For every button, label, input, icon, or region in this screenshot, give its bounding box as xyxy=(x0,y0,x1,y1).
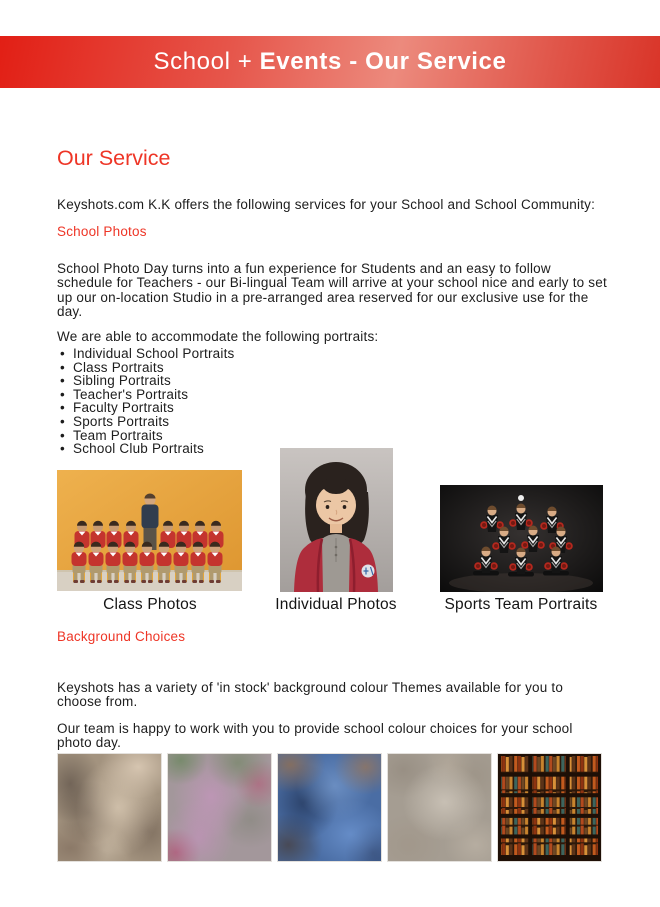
backdrop-swatch-pink-green xyxy=(167,753,272,862)
background-choices-text-1: Keyshots has a variety of 'in stock' background colour Themes available for you to choose from. xyxy=(57,679,564,710)
list-item: • Class Portraits xyxy=(60,361,234,375)
background-choices-text-2: Our team is happy to work with you to provide school colour choices for your school photo day. xyxy=(57,720,573,751)
class-photos-image xyxy=(57,470,242,591)
background-choices-heading: Background Choices xyxy=(57,629,186,644)
banner-title-bold: Events - Our Service xyxy=(259,48,507,75)
backdrop-swatch-bookshelf xyxy=(497,753,602,862)
sports-team-image xyxy=(440,485,603,592)
list-item: • Teacher's Portraits xyxy=(60,388,234,402)
page-banner xyxy=(0,36,660,88)
portraits-lead-in: We are able to accommodate the following portraits: xyxy=(57,328,379,344)
list-item: • School Club Portraits xyxy=(60,442,234,456)
school-photos-heading: School Photos xyxy=(57,224,147,239)
list-item: • Faculty Portraits xyxy=(60,401,234,415)
photo-caption-individual: Individual Photos xyxy=(275,596,397,613)
portrait-types-list xyxy=(60,347,234,456)
photo-caption-sports: Sports Team Portraits xyxy=(444,596,598,613)
list-item: • Sibling Portraits xyxy=(60,374,234,388)
school-photos-description: School Photo Day turns into a fun experience for Students and an easy to follow schedule for Teachers - our Bi-lingual Team will arrive at your school nice and early to set up our on-location Studio in a pre-arranged area reserved for our exclusive use for the day. xyxy=(57,260,607,320)
intro-text: Keyshots.com K.K offers the following services for your School and School Community: xyxy=(57,196,596,212)
list-item: • Sports Portraits xyxy=(60,415,234,429)
our-service-heading: Our Service xyxy=(57,146,171,170)
individual-photos-image xyxy=(280,448,393,592)
list-item: • Individual School Portraits xyxy=(60,347,234,361)
backdrop-swatch-brown xyxy=(57,753,162,862)
banner-title-light: School + xyxy=(153,48,260,75)
backdrop-swatch-grey xyxy=(387,753,492,862)
banner-title xyxy=(154,48,507,76)
photo-caption-class: Class Photos xyxy=(103,596,197,613)
list-item: • Team Portraits xyxy=(60,429,234,443)
backdrop-swatch-blue xyxy=(277,753,382,862)
